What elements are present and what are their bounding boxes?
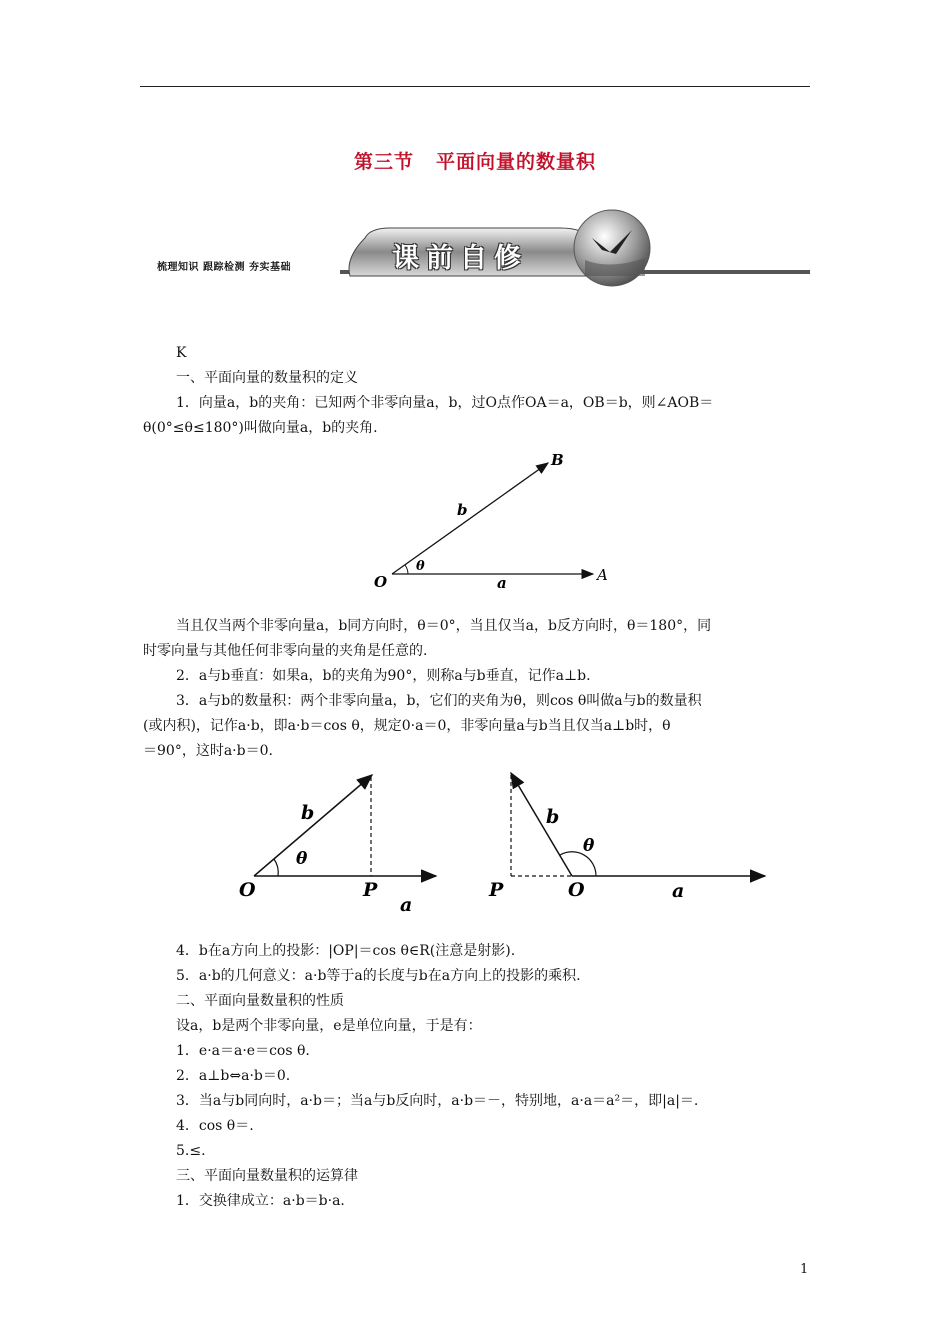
text-line: K [176, 345, 187, 361]
text-line: 2．a与b垂直：如果a，b的夹角为90°，则称a与b垂直，记作a⊥b. [176, 668, 591, 684]
text-line: 1．e·a＝a·e＝cos θ. [176, 1043, 310, 1059]
vector-b [392, 463, 548, 574]
text-line: θ(0°≤θ≤180°)叫做向量a，b的夹角. [143, 420, 378, 436]
label-P: P [363, 879, 378, 901]
label-b: b [457, 501, 468, 519]
text-line: 5.≤. [176, 1143, 206, 1159]
title-topic: 平面向量的数量积 [436, 151, 597, 173]
angle-figure [360, 445, 630, 595]
text-line: 1．交换律成立：a·b＝b·a. [176, 1193, 345, 1209]
text-line: 5．a·b的几何意义：a·b等于a的长度与b在a方向上的投影的乘积. [176, 968, 581, 984]
section-heading: 三、平面向量数量积的运算律 [176, 1168, 358, 1184]
label-B: B [551, 451, 564, 469]
text-line: 4．cos θ＝. [176, 1118, 254, 1134]
label-theta: θ [296, 849, 308, 869]
label-a: a [672, 880, 685, 902]
label-a: a [497, 574, 507, 592]
header-rule [140, 86, 810, 87]
label-a: a [400, 894, 413, 916]
label-theta: θ [416, 559, 425, 574]
label-P: P [489, 879, 504, 901]
text-line: 2．a⊥b⇔a·b＝0. [176, 1068, 291, 1084]
banner-heading: 课前自修 [392, 243, 528, 274]
vector-b [254, 775, 372, 876]
text-line: 4．b在a方向上的投影：|OP|＝cos θ∈R(注意是射影). [176, 943, 516, 959]
page-number: 1 [800, 1262, 809, 1277]
projection-figure-obtuse [480, 763, 780, 923]
text-line: 设a，b是两个非零向量，e是单位向量，于是有： [176, 1018, 482, 1034]
text-line: 3．a与b的数量积：两个非零向量a，b，它们的夹角为θ，则cos θ叫做a与b的数量积 [176, 693, 702, 709]
label-O: O [374, 573, 388, 591]
label-theta: θ [583, 836, 595, 856]
section-heading: 二、平面向量数量积的性质 [176, 993, 344, 1009]
text-line: (或内积)，记作a·b，即a·b＝cos θ，规定0·a＝0，非零向量a与b当且仅当a⊥b时，θ [143, 718, 671, 734]
text-line: 时零向量与其他任何非零向量的夹角是任意的. [143, 643, 428, 659]
page-title [0, 147, 950, 174]
banner-subtitle: 梳理知识 跟踪检测 夯实基础 [157, 262, 291, 273]
label-O: O [568, 879, 585, 901]
section-heading: 一、平面向量的数量积的定义 [176, 370, 358, 386]
label-O: O [239, 879, 256, 901]
text-line: 当且仅当两个非零向量a，b同方向时，θ＝0°，当且仅当a，b反方向时，θ＝180°，同 [176, 618, 712, 634]
text-line: ＝90°，这时a·b＝0. [143, 743, 273, 759]
title-section: 第三节 [353, 151, 414, 173]
projection-figure-acute [230, 763, 450, 923]
label-b: b [546, 806, 560, 828]
label-b: b [301, 802, 315, 824]
vector-b [511, 773, 572, 876]
label-A: A [597, 566, 608, 584]
text-line: 3．当a与b同向时，a·b＝；当a与b反向时，a·b＝－，特别地，a·a＝a²＝，即|a|＝. [176, 1093, 699, 1109]
text-line: 1．向量a，b的夹角：已知两个非零向量a，b，过O点作OA＝a，OB＝b，则∠AOB＝ [176, 395, 714, 411]
